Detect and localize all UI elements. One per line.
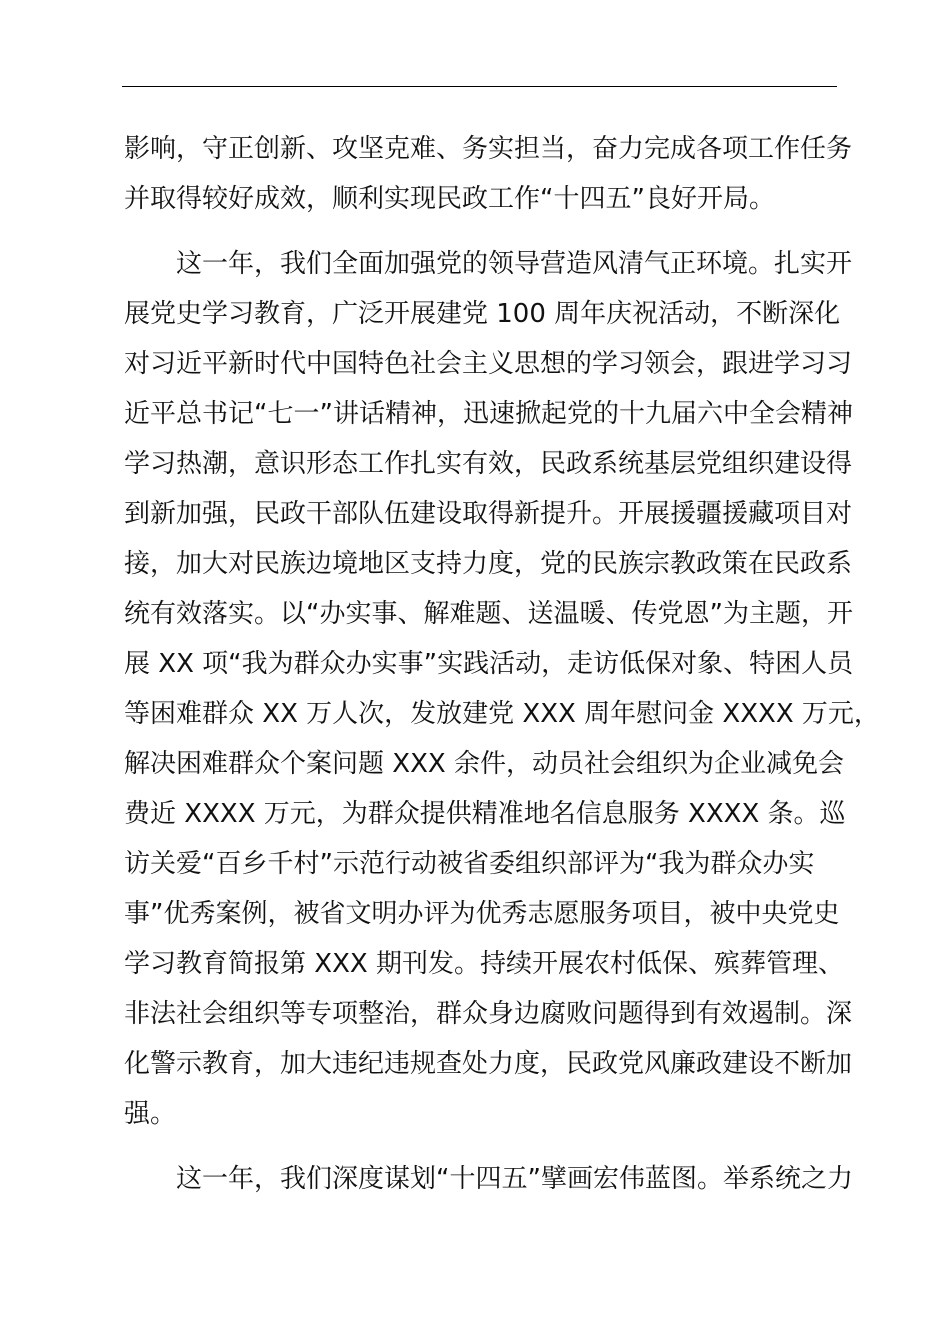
paragraph-3 (124, 1154, 853, 1204)
text-line: 化警示教育，加大违纪违规查处力度，民政党风廉政建设不断加 (124, 1049, 853, 1079)
text-line: 费近 XXXX 万元，为群众提供精准地名信息服务 XXXX 条。巡 (124, 799, 846, 829)
text-line: 近平总书记“七一”讲话精神，迅速掀起党的十九届六中全会精神 (124, 399, 853, 429)
text-line: 强。 (124, 1099, 177, 1129)
text-line: 学习教育简报第 XXX 期刊发。持续开展农村低保、殡葬管理、 (124, 949, 844, 979)
paragraph-1 (124, 124, 853, 224)
text-line: 影响，守正创新、攻坚克难、务实担当，奋力完成各项工作任务 (124, 134, 853, 164)
text-line: 展 XX 项“我为群众办实事”实践活动，走访低保对象、特困人员 (124, 649, 854, 679)
header-rule (122, 86, 837, 87)
text-line: 统有效落实。以“办实事、解难题、送温暖、传党恩”为主题，开 (124, 599, 853, 629)
text-line: 并取得较好成效，顺利实现民政工作“十四五”良好开局。 (124, 184, 775, 214)
text-line: 接，加大对民族边境地区支持力度，党的民族宗教政策在民政系 (124, 549, 853, 579)
text-line: 展党史学习教育，广泛开展建党 100 周年庆祝活动，不断深化 (124, 299, 841, 329)
text-line: 学习热潮，意识形态工作扎实有效，民政系统基层党组织建设得 (124, 449, 853, 479)
paragraph-2 (124, 239, 880, 1139)
text-line: 解决困难群众个案问题 XXX 余件，动员社会组织为企业减免会 (124, 749, 844, 779)
text-line: 这一年，我们全面加强党的领导营造风清气正环境。扎实开 (176, 249, 853, 279)
body-text (124, 124, 880, 1204)
text-line: 事”优秀案例，被省文明办评为优秀志愿服务项目，被中央党史 (124, 899, 840, 929)
text-line: 等困难群众 XX 万人次，发放建党 XXX 周年慰问金 XXXX 万元， (124, 699, 880, 729)
text-line: 这一年，我们深度谋划“十四五”擘画宏伟蓝图。举系统之力 (176, 1164, 853, 1194)
text-line: 到新加强，民政干部队伍建设取得新提升。开展援疆援藏项目对 (124, 499, 853, 529)
text-line: 访关爱“百乡千村”示范行动被省委组织部评为“我为群众办实 (124, 849, 815, 879)
text-line: 对习近平新时代中国特色社会主义思想的学习领会，跟进学习习 (124, 349, 853, 379)
text-line: 非法社会组织等专项整治，群众身边腐败问题得到有效遏制。深 (124, 999, 853, 1029)
